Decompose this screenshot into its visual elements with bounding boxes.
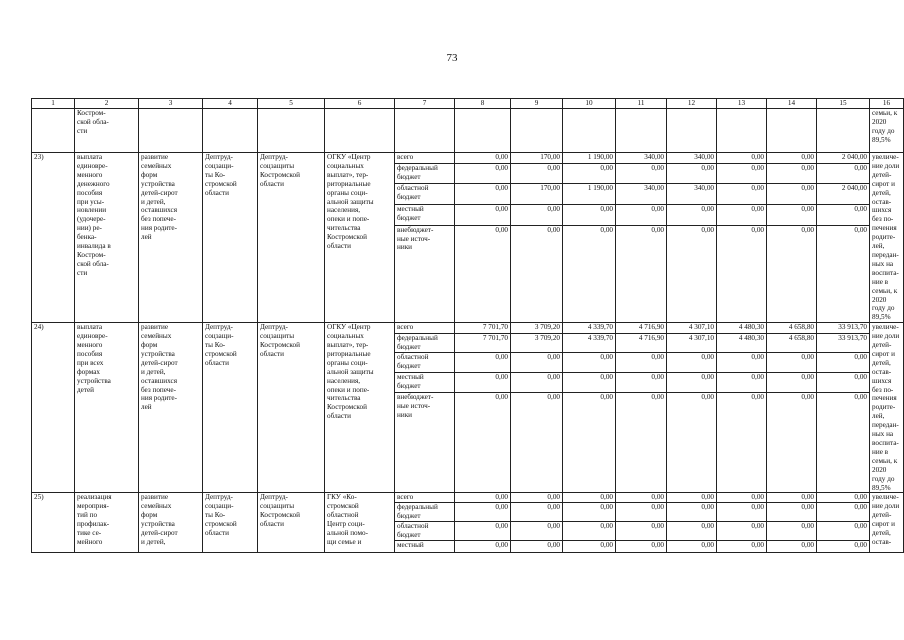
continuation-name-cell: Костром- ской обла- сти: [75, 109, 139, 153]
table-row: [32, 153, 904, 164]
funding-value-cell: 0,00: [563, 353, 616, 373]
funding-value-cell: 0,00: [511, 373, 563, 393]
continuation-number-cell: [32, 109, 75, 153]
funding-value-cell: 1 190,00: [563, 184, 616, 205]
executor-cell: ОГКУ «Центр социальных выплат», тер- риториальные органы соци- альной защиты населения, опеки и попе- чительства Костромской области: [325, 153, 395, 323]
funding-value-cell: 0,00: [767, 184, 817, 205]
funding-value-cell: 0,00: [767, 493, 817, 503]
funding-value-cell: 0,00: [455, 184, 511, 205]
funding-value-cell: 0,00: [455, 163, 511, 184]
funding-value-cell: 0,00: [667, 353, 717, 373]
column-number-15: 15: [817, 99, 870, 109]
funding-value-cell: 0,00: [717, 205, 767, 226]
funding-value-cell: 0,00: [667, 373, 717, 393]
column-number-1: 1: [32, 99, 75, 109]
column-number-6: 6: [325, 99, 395, 109]
funding-value-cell: 7 701,70: [455, 333, 511, 353]
column-number-10: 10: [563, 99, 616, 109]
funding-value-cell: 0,00: [563, 541, 616, 553]
indicator-cell: увеличе- ние доли детей- сирот и детей, остав- шихся без по- печения родите- лей, передан- ных на воспита- ние в семьи, к 2020 году до 89,5%: [870, 323, 904, 493]
column-number-3: 3: [139, 99, 203, 109]
funding-value-cell: 4 658,80: [767, 323, 817, 333]
measure-name-cell: выплата единовре- менного пособия при всех формах устройства детей: [75, 323, 139, 493]
goal-cell: развитие семейных форм устройства детей-сирот и детей, оставшихся без попече- ния родите- лей: [139, 323, 203, 493]
row-number-cell: 25): [32, 493, 75, 553]
funding-value-cell: 0,00: [717, 184, 767, 205]
funding-source-cell: внебюджет- ные источ- ники: [395, 225, 455, 323]
continuation-empty-cell: [455, 109, 511, 153]
funding-value-cell: 0,00: [717, 163, 767, 184]
continuation-empty-cell: [563, 109, 616, 153]
funding-value-cell: 0,00: [767, 503, 817, 522]
funding-value-cell: 4 339,70: [563, 323, 616, 333]
funding-value-cell: 0,00: [455, 225, 511, 323]
funding-source-cell: всего: [395, 153, 455, 164]
funding-value-cell: 170,00: [511, 184, 563, 205]
funding-source-cell: федеральный бюджет: [395, 163, 455, 184]
funding-source-cell: федеральный бюджет: [395, 503, 455, 522]
funding-value-cell: 0,00: [667, 393, 717, 493]
continuation-empty-cell: [717, 109, 767, 153]
column-number-2: 2: [75, 99, 139, 109]
continuation-empty-cell: [395, 109, 455, 153]
funding-value-cell: 170,00: [511, 153, 563, 164]
funding-value-cell: 0,00: [455, 522, 511, 541]
funding-value-cell: 4 307,10: [667, 333, 717, 353]
funding-source-cell: местный бюджет: [395, 205, 455, 226]
row-number-cell: 23): [32, 153, 75, 323]
funding-value-cell: 33 913,70: [817, 323, 870, 333]
funding-value-cell: 0,00: [717, 503, 767, 522]
funding-value-cell: 0,00: [616, 225, 667, 323]
funding-source-cell: местный: [395, 541, 455, 553]
continuation-empty-cell: [767, 109, 817, 153]
funding-value-cell: 340,00: [667, 153, 717, 164]
funding-value-cell: 0,00: [616, 522, 667, 541]
column-number-9: 9: [511, 99, 563, 109]
funding-value-cell: 0,00: [455, 373, 511, 393]
funding-value-cell: 2 040,00: [817, 184, 870, 205]
continuation-empty-cell: [616, 109, 667, 153]
funding-value-cell: 0,00: [563, 522, 616, 541]
funding-value-cell: 0,00: [667, 493, 717, 503]
funding-value-cell: 0,00: [717, 493, 767, 503]
funding-value-cell: 0,00: [511, 393, 563, 493]
funding-value-cell: 0,00: [817, 225, 870, 323]
funding-value-cell: 0,00: [616, 353, 667, 373]
continuation-empty-cell: [511, 109, 563, 153]
funding-value-cell: 0,00: [667, 163, 717, 184]
funding-value-cell: 340,00: [616, 153, 667, 164]
responsible-cell: Дептруд- соцзащи- ты Ко- стромской области: [203, 323, 258, 493]
funding-value-cell: 0,00: [817, 393, 870, 493]
measure-name-cell: реализация мероприя- тий по профилак- тике се- мейного: [75, 493, 139, 553]
funding-value-cell: 0,00: [717, 225, 767, 323]
funding-value-cell: 0,00: [511, 541, 563, 553]
column-number-13: 13: [717, 99, 767, 109]
funding-value-cell: 0,00: [817, 522, 870, 541]
funding-value-cell: 4 716,90: [616, 333, 667, 353]
column-number-16: 16: [870, 99, 904, 109]
executor-cell: ОГКУ «Центр социальных выплат», тер- риториальные органы соци- альной защиты населения, опеки и попе- чительства Костромской области: [325, 323, 395, 493]
funding-value-cell: 0,00: [717, 373, 767, 393]
funding-value-cell: 0,00: [667, 503, 717, 522]
funding-source-cell: областной бюджет: [395, 522, 455, 541]
funding-value-cell: 3 709,20: [511, 323, 563, 333]
funding-value-cell: 0,00: [767, 225, 817, 323]
funding-source-cell: федеральный бюджет: [395, 333, 455, 353]
funding-source-cell: областной бюджет: [395, 353, 455, 373]
page-number: 73: [446, 52, 458, 64]
funding-value-cell: 0,00: [563, 163, 616, 184]
funding-value-cell: 0,00: [717, 153, 767, 164]
funding-value-cell: 0,00: [616, 393, 667, 493]
funding-value-cell: 0,00: [455, 493, 511, 503]
funding-value-cell: 4 716,90: [616, 323, 667, 333]
funding-value-cell: 0,00: [817, 373, 870, 393]
funding-value-cell: 4 480,30: [717, 333, 767, 353]
funding-value-cell: 4 658,80: [767, 333, 817, 353]
executor-cell: ГКУ «Ко- стромской областной Центр соци- альной помо- щи семье и: [325, 493, 395, 553]
continuation-empty-cell: [258, 109, 325, 153]
funding-value-cell: 0,00: [511, 225, 563, 323]
funding-source-cell: областной бюджет: [395, 184, 455, 205]
funding-value-cell: 0,00: [455, 503, 511, 522]
coexecutor-cell: Дептруд- соцзащиты Костромской области: [258, 493, 325, 553]
funding-value-cell: 7 701,70: [455, 323, 511, 333]
continuation-empty-cell: [817, 109, 870, 153]
column-number-5: 5: [258, 99, 325, 109]
funding-value-cell: 0,00: [563, 503, 616, 522]
coexecutor-cell: Дептруд- соцзащиты Костромской области: [258, 153, 325, 323]
funding-value-cell: 0,00: [563, 393, 616, 493]
coexecutor-cell: Дептруд- соцзащиты Костромской области: [258, 323, 325, 493]
column-number-8: 8: [455, 99, 511, 109]
column-number-11: 11: [616, 99, 667, 109]
funding-value-cell: 0,00: [563, 493, 616, 503]
funding-value-cell: 0,00: [455, 205, 511, 226]
funding-value-cell: 0,00: [667, 205, 717, 226]
funding-value-cell: 0,00: [767, 163, 817, 184]
funding-source-cell: всего: [395, 493, 455, 503]
funding-value-cell: 2 040,00: [817, 153, 870, 164]
funding-value-cell: 0,00: [616, 205, 667, 226]
funding-value-cell: 0,00: [455, 541, 511, 553]
indicator-cell: увеличе- ние доли детей- сирот и детей, остав-: [870, 493, 904, 553]
funding-value-cell: 0,00: [767, 522, 817, 541]
funding-value-cell: 0,00: [563, 373, 616, 393]
funding-value-cell: 0,00: [455, 153, 511, 164]
program-table: [31, 98, 904, 553]
funding-value-cell: 0,00: [817, 541, 870, 553]
table-row: [32, 493, 904, 503]
funding-value-cell: 4 480,30: [717, 323, 767, 333]
funding-value-cell: 0,00: [455, 353, 511, 373]
funding-value-cell: 0,00: [616, 373, 667, 393]
funding-value-cell: 0,00: [817, 503, 870, 522]
column-number-12: 12: [667, 99, 717, 109]
funding-value-cell: 0,00: [616, 541, 667, 553]
funding-value-cell: 0,00: [667, 541, 717, 553]
funding-value-cell: 0,00: [717, 522, 767, 541]
funding-value-cell: 0,00: [455, 393, 511, 493]
funding-value-cell: 0,00: [511, 522, 563, 541]
funding-source-cell: внебюджет- ные источ- ники: [395, 393, 455, 493]
funding-value-cell: 0,00: [767, 541, 817, 553]
funding-value-cell: 0,00: [667, 225, 717, 323]
column-number-14: 14: [767, 99, 817, 109]
funding-value-cell: 4 307,10: [667, 323, 717, 333]
funding-value-cell: 0,00: [667, 522, 717, 541]
continuation-empty-cell: [325, 109, 395, 153]
funding-value-cell: 0,00: [616, 163, 667, 184]
responsible-cell: Дептруд- соцзащи- ты Ко- стромской области: [203, 493, 258, 553]
funding-value-cell: 340,00: [616, 184, 667, 205]
funding-value-cell: 0,00: [616, 503, 667, 522]
funding-value-cell: 0,00: [817, 353, 870, 373]
continuation-row: [32, 109, 904, 153]
measure-name-cell: выплата единовре- менного денежного пособия при усы- новлении (удочере- нии) ре- бенка- инвалида в Костром- ской обла- сти: [75, 153, 139, 323]
funding-value-cell: 0,00: [511, 163, 563, 184]
funding-value-cell: 0,00: [511, 503, 563, 522]
funding-source-cell: местный бюджет: [395, 373, 455, 393]
funding-value-cell: 0,00: [767, 153, 817, 164]
column-number-row: [32, 99, 904, 109]
funding-source-cell: всего: [395, 323, 455, 333]
funding-value-cell: 0,00: [616, 493, 667, 503]
row-number-cell: 24): [32, 323, 75, 493]
funding-value-cell: 0,00: [767, 353, 817, 373]
funding-value-cell: 0,00: [563, 225, 616, 323]
goal-cell: развитие семейных форм устройства детей-сирот и детей,: [139, 493, 203, 553]
responsible-cell: Дептруд- соцзащи- ты Ко- стромской области: [203, 153, 258, 323]
funding-value-cell: 0,00: [511, 353, 563, 373]
continuation-indicator-cell: семьи, к 2020 году до 89,5%: [870, 109, 904, 153]
funding-value-cell: 0,00: [563, 205, 616, 226]
funding-value-cell: 340,00: [667, 184, 717, 205]
column-number-7: 7: [395, 99, 455, 109]
funding-value-cell: 0,00: [717, 541, 767, 553]
funding-value-cell: 0,00: [511, 493, 563, 503]
funding-value-cell: 0,00: [767, 393, 817, 493]
funding-value-cell: 0,00: [717, 353, 767, 373]
continuation-empty-cell: [203, 109, 258, 153]
continuation-empty-cell: [139, 109, 203, 153]
funding-value-cell: 3 709,20: [511, 333, 563, 353]
goal-cell: развитие семейных форм устройства детей-сирот и детей, оставшихся без попече- ния родите- лей: [139, 153, 203, 323]
table-row: [32, 323, 904, 333]
indicator-cell: увеличе- ние доли детей- сирот и детей, остав- шихся без по- печения родите- лей, передан- ных на воспита- ние в семьи, к 2020 году до 89,5%: [870, 153, 904, 323]
column-number-4: 4: [203, 99, 258, 109]
funding-value-cell: 0,00: [817, 493, 870, 503]
funding-value-cell: 0,00: [511, 205, 563, 226]
funding-value-cell: 0,00: [717, 393, 767, 493]
funding-value-cell: 33 913,70: [817, 333, 870, 353]
funding-value-cell: 0,00: [767, 373, 817, 393]
continuation-empty-cell: [667, 109, 717, 153]
funding-value-cell: 0,00: [817, 205, 870, 226]
funding-value-cell: 4 339,70: [563, 333, 616, 353]
funding-value-cell: 0,00: [817, 163, 870, 184]
funding-value-cell: 1 190,00: [563, 153, 616, 164]
funding-value-cell: 0,00: [767, 205, 817, 226]
